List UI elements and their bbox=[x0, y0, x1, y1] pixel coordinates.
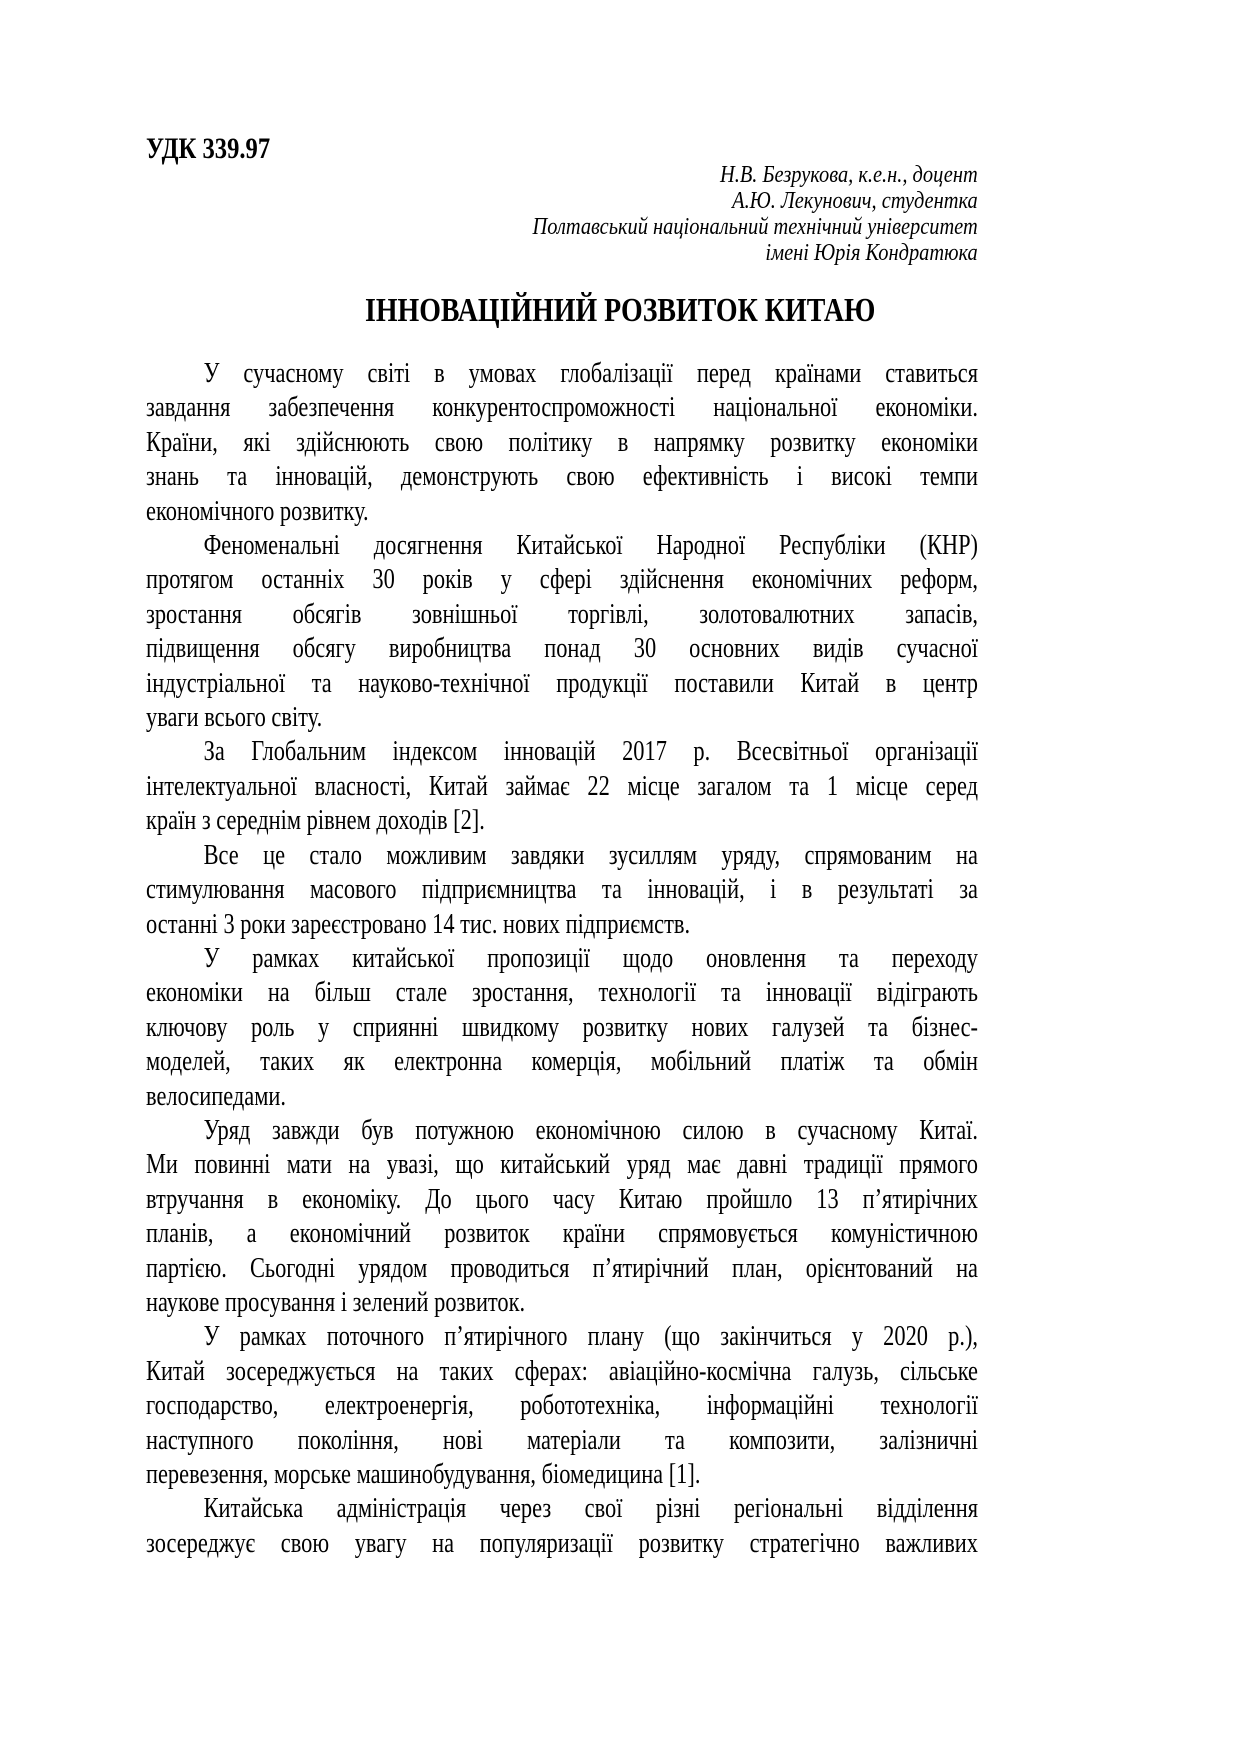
text-line: знань та інновацій, демонструють свою ефективність і високі темпи bbox=[146, 461, 978, 493]
text-line: Уряд завжди був потужною економічною силою в сучасному Китаї. bbox=[203, 1114, 979, 1146]
article-body bbox=[146, 357, 978, 1561]
text-line: Китайська адміністрація через свої різні регіональні відділення bbox=[203, 1493, 979, 1525]
text-line: велосипедами. bbox=[146, 1080, 286, 1112]
affiliation: Полтавський національний технічний університет bbox=[532, 214, 978, 240]
paragraph bbox=[146, 529, 978, 735]
text-line: У рамках поточного п’ятирічного плану (що закінчиться у 2020 р.), bbox=[203, 1321, 979, 1353]
text-line: підвищення обсягу виробництва понад 30 основних видів сучасної bbox=[146, 633, 978, 665]
paragraph bbox=[146, 1114, 978, 1320]
text-line: останні 3 роки зареєстровано 14 тис. нових підприємств. bbox=[146, 908, 691, 940]
article-title-text: ІННОВАЦІЙНИЙ РОЗВИТОК КИТАЮ bbox=[364, 292, 876, 329]
paragraph bbox=[146, 942, 978, 1114]
text-line: моделей, таких як електронна комерція, мобільний платіж та обмін bbox=[146, 1046, 978, 1078]
text-line: наступного покоління, нові матеріали та композити, залізничні bbox=[146, 1424, 978, 1456]
author-2: А.Ю. Лекунович, студентка bbox=[732, 188, 978, 214]
text-line: країн з середнім рівнем доходів [2]. bbox=[146, 805, 485, 837]
udc-code: УДК 339.97 bbox=[146, 132, 271, 165]
text-line: господарство, електроенергія, робототехніка, інформаційні технології bbox=[146, 1390, 978, 1422]
text-line: Країни, які здійснюють свою політику в напрямку розвитку економіки bbox=[146, 426, 978, 458]
text-line: економіки на більш стале зростання, технології та інновації відіграють bbox=[146, 977, 978, 1009]
author-1: Н.В. Безрукова, к.е.н., доцент bbox=[720, 162, 978, 188]
text-line: наукове просування і зелений розвиток. bbox=[146, 1286, 526, 1318]
article-title bbox=[0, 292, 1240, 330]
paragraph bbox=[146, 1320, 978, 1492]
text-line: партією. Сьогодні урядом проводиться п’ятирічний план, орієнтований на bbox=[146, 1252, 978, 1284]
text-line: втручання в економіку. До цього часу Китаю пройшло 13 п’ятирічних bbox=[146, 1183, 978, 1215]
text-line: ключову роль у сприянні швидкому розвитку нових галузей та бізнес- bbox=[146, 1011, 978, 1043]
text-line: зосереджує свою увагу на популяризації розвитку стратегічно важливих bbox=[146, 1527, 978, 1559]
text-line: Ми повинні мати на увазі, що китайський уряд має давні традиції прямого bbox=[146, 1149, 978, 1181]
text-line: У сучасному світі в умовах глобалізації перед країнами ставиться bbox=[203, 358, 979, 389]
text-line: У рамках китайської пропозиції щодо оновлення та переходу bbox=[203, 942, 979, 974]
paragraph bbox=[146, 357, 978, 529]
text-line: зростання обсягів зовнішньої торгівлі, золотовалютних запасів, bbox=[146, 598, 978, 630]
text-line: індустріальної та науково-технічної продукції поставили Китай в центр bbox=[146, 667, 978, 699]
text-line: перевезення, морське машинобудування, біомедицина [1]. bbox=[146, 1459, 701, 1490]
text-line: інтелектуальної власності, Китай займає 22 місце загалом та 1 місце серед bbox=[146, 770, 978, 802]
paragraph bbox=[146, 839, 978, 942]
text-line: економічного розвитку. bbox=[146, 495, 369, 527]
text-line: Феноменальні досягнення Китайської Народної Республіки (КНР) bbox=[203, 530, 979, 562]
paragraph bbox=[146, 735, 978, 838]
text-line: протягом останніх 30 років у сфері здійснення економічних реформ, bbox=[146, 564, 978, 596]
paragraph bbox=[146, 1492, 978, 1561]
affiliation-name: імені Юрія Кондратюка bbox=[765, 240, 978, 266]
text-line: уваги всього світу. bbox=[146, 702, 323, 734]
text-line: За Глобальним індексом інновацій 2017 р. Всесвітньої організації bbox=[203, 736, 979, 768]
author-block bbox=[533, 162, 978, 266]
text-line: Все це стало можливим завдяки зусиллям уряду, спрямованим на bbox=[203, 839, 979, 871]
text-line: завдання забезпечення конкурентоспроможності національної економіки. bbox=[146, 392, 978, 424]
text-line: стимулювання масового підприємництва та інновацій, і в результаті за bbox=[146, 874, 978, 906]
text-line: планів, а економічний розвиток країни спрямовується комуністичною bbox=[146, 1218, 978, 1250]
text-line: Китай зосереджується на таких сферах: авіаційно-космічна галузь, сільське bbox=[146, 1355, 978, 1387]
